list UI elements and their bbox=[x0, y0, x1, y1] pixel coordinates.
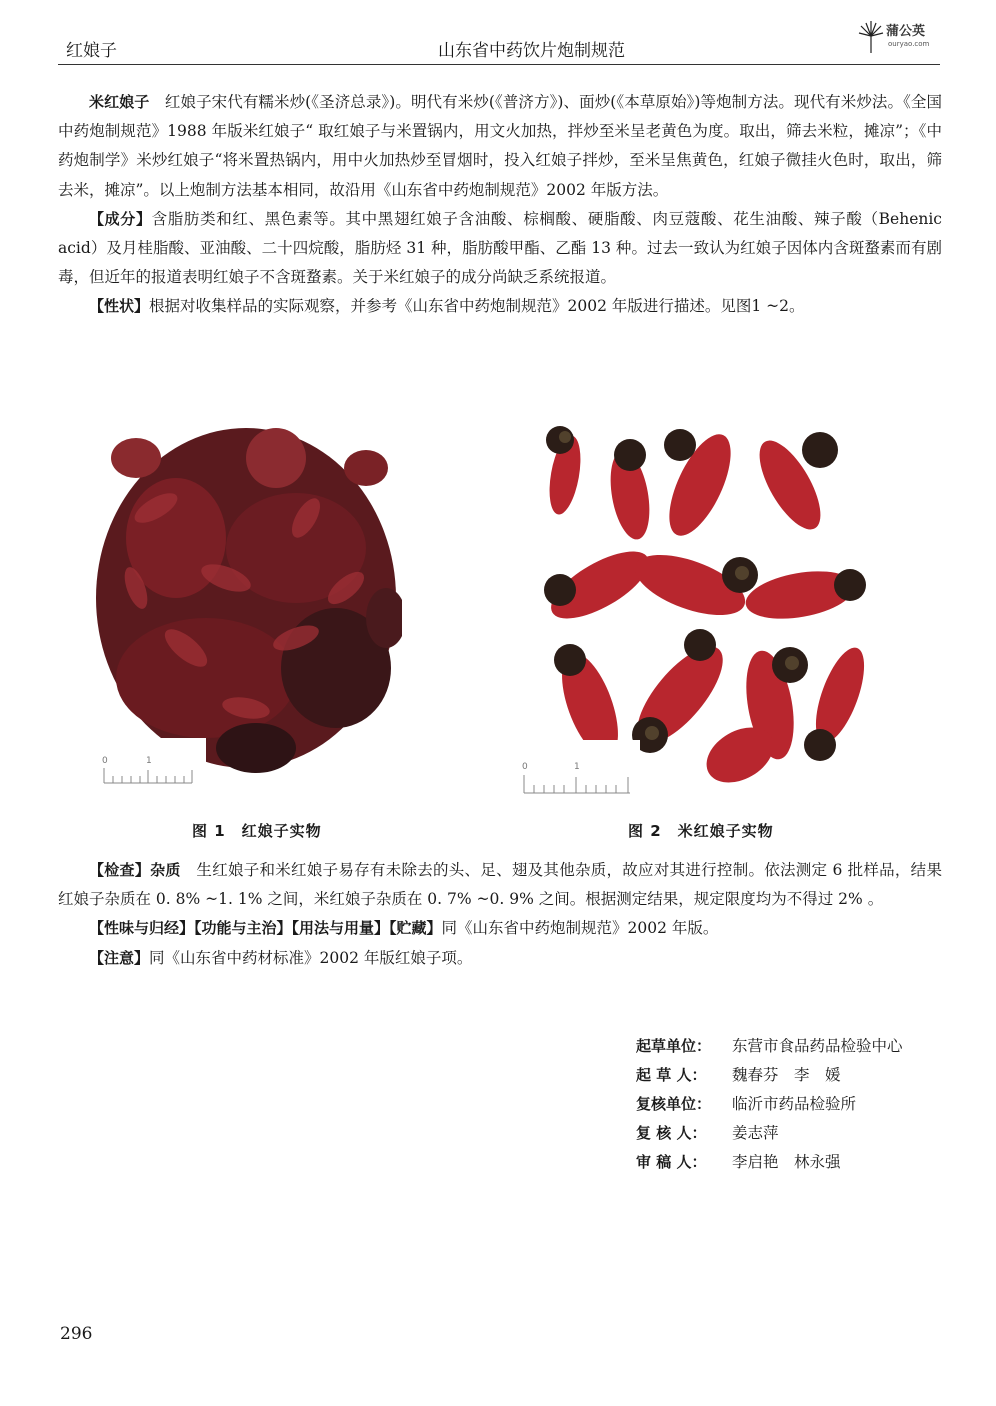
main-text-top bbox=[58, 88, 942, 322]
credit-label: 起 草 人： bbox=[636, 1066, 707, 1084]
paragraph-zhuyi bbox=[58, 944, 942, 973]
credit-row bbox=[636, 1061, 946, 1090]
paragraph-misc bbox=[58, 914, 942, 943]
rice-fried-insect-image bbox=[520, 415, 868, 803]
page-header bbox=[58, 24, 940, 65]
mi-text: 红娘子宋代有糯米炒(《圣济总录》)。明代有米炒(《普济方》)、面炒(《本草原始》)等炮制方法。现代有米炒法。《全国中药炮制规范》1988 年版米红娘子“ 取红娘子与米置锅内，用文火加热，拌炒至米呈老黄色为度。取出，筛去米粒，摊凉”；《中药炮制学》米炒红娘子“将米置热锅内，用中火加热炒至冒烟时，投入红娘子拌炒，至米呈焦黄色，红娘子微挂火色时，取出，筛去米，摊凉”。以上炮制方法基本相同，故沿用《山东省中药炮制规范》2002 年版方法。 bbox=[58, 93, 942, 199]
credit-row bbox=[636, 1090, 946, 1119]
scale-label-1: 1 bbox=[574, 762, 580, 772]
dandelion-icon bbox=[858, 20, 884, 54]
book-title: 山东省中药饮片炮制规范 bbox=[438, 41, 625, 61]
paragraph-xingzhuang bbox=[58, 292, 942, 321]
page-number: 296 bbox=[60, 1324, 93, 1344]
figure-2-photo bbox=[520, 415, 868, 803]
xingzhuang-text: 根据对收集样品的实际观察，并参考《山东省中药炮制规范》2002 年版进行描述。见图1 ~2。 bbox=[149, 297, 805, 316]
xingzhuang-heading: 【性状】 bbox=[89, 297, 150, 316]
credit-row bbox=[636, 1032, 946, 1061]
figure-2-caption: 图 2 米红娘子实物 bbox=[628, 822, 774, 840]
paragraph-jiancha bbox=[58, 856, 942, 914]
logo-url: ouryao.com bbox=[888, 40, 930, 48]
credits-block bbox=[636, 1032, 946, 1177]
insect-pile-image bbox=[96, 418, 402, 803]
mi-heading: 米红娘子 bbox=[89, 93, 150, 111]
paragraph-chengfen bbox=[58, 205, 942, 293]
zhuyi-heading: 【注意】 bbox=[89, 948, 150, 967]
credit-label: 复 核 人： bbox=[636, 1124, 707, 1142]
chapter-title: 红娘子 bbox=[66, 41, 117, 61]
main-text-bottom bbox=[58, 856, 942, 973]
credit-label: 审 稿 人： bbox=[636, 1153, 707, 1171]
credit-value: 临沂市药品检验所 bbox=[732, 1095, 857, 1113]
scale-label-0: 0 bbox=[102, 756, 108, 766]
figure-1-caption: 图 1 红娘子实物 bbox=[192, 822, 322, 840]
credit-row bbox=[636, 1148, 946, 1177]
credit-value: 姜志萍 bbox=[732, 1124, 779, 1142]
chengfen-heading: 【成分】 bbox=[89, 209, 152, 228]
scale-label-0: 0 bbox=[522, 762, 528, 772]
zazhi-heading: 杂质 bbox=[150, 861, 181, 879]
credit-row bbox=[636, 1119, 946, 1148]
credit-value: 魏春芬 李 媛 bbox=[732, 1066, 841, 1084]
zhuyi-text: 同《山东省中药材标准》2002 年版红娘子项。 bbox=[149, 948, 473, 967]
paragraph-mi bbox=[58, 88, 942, 205]
logo-text: 蒲公英 bbox=[886, 24, 926, 39]
misc-heading: 【性味与归经】【功能与主治】【用法与用量】【贮藏】 bbox=[89, 919, 442, 938]
credit-value: 东营市食品药品检验中心 bbox=[732, 1037, 903, 1055]
figure-1-photo bbox=[96, 418, 402, 803]
misc-text: 同《山东省中药炮制规范》2002 年版。 bbox=[441, 919, 719, 938]
credit-label: 复核单位： bbox=[636, 1095, 712, 1113]
chengfen-text: 含脂肪类和红、黑色素等。其中黑翅红娘子含油酸、棕榈酸、硬脂酸、肉豆蔻酸、花生油酸、辣子酸（Behenic acid）及月桂脂酸、亚油酸、二十四烷酸，脂肪烃 31 种，脂肪酸甲酯、乙酯 13 种。过去一致认为红娘子因体内含斑蝥素而有剧毒，但近年的报道表明红娘子不含斑蝥素。关于米红娘子的成分尚缺乏系统报道。 bbox=[58, 209, 942, 287]
jiancha-text: 生红娘子和米红娘子易存有未除去的头、足、翅及其他杂质，故应对其进行控制。依法测定 6 批样品，结果红娘子杂质在 0. 8% ~1. 1% 之间，米红娘子杂质在 0. 7% ~0. 9% 之间。根据测定结果，规定限度均为不得过 2% 。 bbox=[58, 861, 942, 909]
site-logo bbox=[858, 18, 940, 58]
jiancha-heading: 【检查】 bbox=[89, 861, 151, 879]
credit-value: 李启艳 林永强 bbox=[732, 1153, 841, 1171]
credit-label: 起草单位： bbox=[636, 1037, 712, 1055]
scale-label-1: 1 bbox=[146, 756, 152, 766]
